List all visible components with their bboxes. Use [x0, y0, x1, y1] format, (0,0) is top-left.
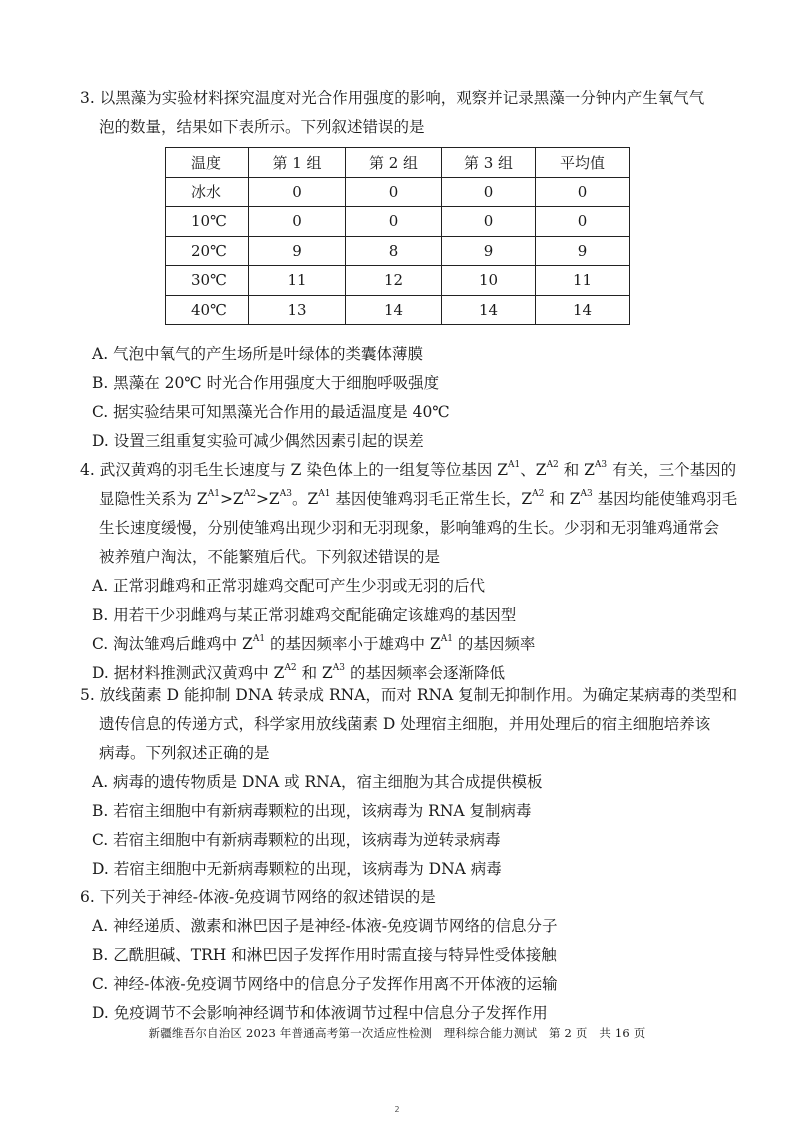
table-cell: 40℃: [166, 295, 249, 325]
question-6: [80, 883, 720, 1028]
text: >Z: [219, 490, 244, 508]
page-number: 2: [394, 1105, 400, 1114]
question-6-option-d: D. 免疫调节不会影响神经调节和体液调节过程中信息分子发挥作用: [92, 1004, 548, 1022]
question-5-stem-line-2: 遗传信息的传递方式，科学家用放线菌素 D 处理宿主细胞，并用处理后的宿主细胞培养该: [99, 715, 711, 733]
allele-superscript: A1: [207, 488, 220, 499]
table-cell: 0: [346, 207, 442, 237]
question-3-option-c: C. 据实验结果可知黑藻光合作用的最适温度是 40℃: [92, 403, 450, 421]
question-4-stem-line-1: [80, 456, 737, 485]
question-3-option-b: B. 黑藻在 20℃ 时光合作用强度大于细胞呼吸强度: [92, 374, 440, 392]
table-row: [166, 266, 630, 296]
question-4-stem-line-4: 被养殖户淘汰，不能繁殖后代。下列叙述错误的是: [99, 548, 441, 566]
table-cell: 0: [442, 207, 536, 237]
question-5-option-b: B. 若宿主细胞中有新病毒颗粒的出现，该病毒为 RNA 复制病毒: [92, 802, 532, 820]
table-cell: 9: [249, 236, 346, 266]
allele-superscript: A3: [580, 488, 593, 499]
allele-superscript: A3: [279, 488, 292, 499]
text: 。Z: [291, 490, 319, 508]
text: 和 Z: [558, 461, 595, 479]
text: 显隐性关系为 Z: [99, 490, 208, 508]
allele-superscript: A1: [440, 633, 453, 644]
table-header-cell: 平均值: [536, 148, 630, 178]
question-3: [80, 84, 720, 142]
allele-superscript: A1: [508, 459, 521, 470]
table-cell: 14: [442, 295, 536, 325]
question-5-stem-line-1: 5. 放线菌素 D 能抑制 DNA 转录成 RNA，而对 RNA 复制无抑制作用。为确定某病毒的类型和: [80, 686, 738, 704]
table-cell: 12: [346, 266, 442, 296]
table-header-cell: 第 3 组: [442, 148, 536, 178]
page-footer: 新疆维吾尔自治区 2023 年普通高考第一次适应性检测 理科综合能力测试 第 2 页 共 16 页: [148, 1026, 646, 1040]
question-4-option-c: [80, 630, 720, 659]
allele-superscript: A3: [594, 459, 608, 470]
text: 、Z: [520, 461, 547, 479]
text: 的基因频率小于雄鸡中 Z: [265, 635, 441, 653]
question-4-stem-line-3: 生长速度缓慢，分别使雏鸡出现少羽和无羽现象，影响雏鸡的生长。少羽和无羽雏鸡通常会: [99, 519, 720, 537]
table-header-cell: 温度: [166, 148, 249, 178]
question-4-option-b: B. 用若干少羽雌鸡与某正常羽雄鸡交配能确定该雄鸡的基因型: [92, 606, 517, 624]
table-cell: 20℃: [166, 236, 249, 266]
table-row: [166, 236, 630, 266]
table-cell: 11: [536, 266, 630, 296]
text: 的基因频率会逐渐降低: [345, 664, 505, 682]
text: 基因均能使雏鸡羽毛: [592, 490, 738, 508]
table-cell: 13: [249, 295, 346, 325]
table-cell: 0: [249, 177, 346, 207]
question-4-stem-line-2: [80, 485, 738, 514]
table-cell: 10: [442, 266, 536, 296]
text: 有关，三个基因的: [607, 461, 737, 479]
question-3-stem-line-1: 3. 以黑藻为实验材料探究温度对光合作用强度的影响，观察并记录黑藻一分钟内产生氧气气: [80, 89, 705, 107]
text: D. 据材料推测武汉黄鸡中 Z: [92, 664, 285, 682]
table-header-row: [166, 148, 630, 178]
question-4-option-a: A. 正常羽雌鸡和正常羽雄鸡交配可产生少羽或无羽的后代: [92, 577, 486, 595]
allele-superscript: A1: [318, 488, 331, 499]
text: 4. 武汉黄鸡的羽毛生长速度与 Z 染色体上的一组复等位基因 Z: [80, 461, 509, 479]
table-cell: 0: [249, 207, 346, 237]
question-3-option-d: D. 设置三组重复实验可减少偶然因素引起的误差: [92, 432, 424, 450]
table-cell: 10℃: [166, 207, 249, 237]
question-6-stem-line-1: 6. 下列关于神经-体液-免疫调节网络的叙述错误的是: [80, 888, 436, 906]
allele-superscript: A1: [252, 633, 266, 644]
text: 基因使雏鸡羽毛正常生长，Z: [330, 490, 533, 508]
table-header-cell: 第 1 组: [249, 148, 346, 178]
question-5-option-a: A. 病毒的遗传物质是 DNA 或 RNA，宿主细胞为其合成提供模板: [92, 773, 543, 791]
table-row: [166, 207, 630, 237]
table-cell: 14: [346, 295, 442, 325]
question-3-options: [80, 340, 720, 456]
question-5-option-c: C. 若宿主细胞中有新病毒颗粒的出现，该病毒为逆转录病毒: [92, 831, 501, 849]
table-cell: 0: [346, 177, 442, 207]
text: 和 Z: [544, 490, 581, 508]
text: >Z: [255, 490, 280, 508]
question-5: [80, 681, 738, 884]
table-cell: 30℃: [166, 266, 249, 296]
table-cell: 11: [249, 266, 346, 296]
table-row: [166, 177, 630, 207]
question-4: [80, 456, 738, 688]
table-cell: 14: [536, 295, 630, 325]
table-row: [166, 295, 630, 325]
table-cell: 0: [536, 177, 630, 207]
table-cell: 8: [346, 236, 442, 266]
allele-superscript: A3: [332, 662, 346, 673]
allele-superscript: A2: [532, 488, 545, 499]
question-3-stem-line-2: 泡的数量，结果如下表所示。下列叙述错误的是: [99, 118, 425, 136]
question-6-option-c: C. 神经-体液-免疫调节网络中的信息分子发挥作用离不开体液的运输: [92, 975, 558, 993]
temperature-bubble-table: [165, 147, 630, 325]
text: C. 淘汰雏鸡后雌鸡中 Z: [92, 635, 253, 653]
table-header-cell: 第 2 组: [346, 148, 442, 178]
question-5-stem-line-3: 病毒。下列叙述正确的是: [99, 744, 270, 762]
table-cell: 0: [442, 177, 536, 207]
allele-superscript: A2: [546, 459, 559, 470]
text: 和 Z: [296, 664, 333, 682]
text: 的基因频率: [452, 635, 536, 653]
table-cell: 0: [536, 207, 630, 237]
question-6-option-a: A. 神经递质、激素和淋巴因子是神经-体液-免疫调节网络的信息分子: [92, 917, 558, 935]
table-cell: 9: [442, 236, 536, 266]
allele-superscript: A2: [243, 488, 256, 499]
question-5-option-d: D. 若宿主细胞中无新病毒颗粒的出现，该病毒为 DNA 病毒: [92, 860, 502, 878]
table-cell: 冰水: [166, 177, 249, 207]
question-6-option-b: B. 乙酰胆碱、TRH 和淋巴因子发挥作用时需直接与特异性受体接触: [92, 946, 557, 964]
allele-superscript: A2: [284, 662, 297, 673]
table-cell: 9: [536, 236, 630, 266]
question-3-option-a: A. 气泡中氧气的产生场所是叶绿体的类囊体薄膜: [92, 345, 424, 363]
